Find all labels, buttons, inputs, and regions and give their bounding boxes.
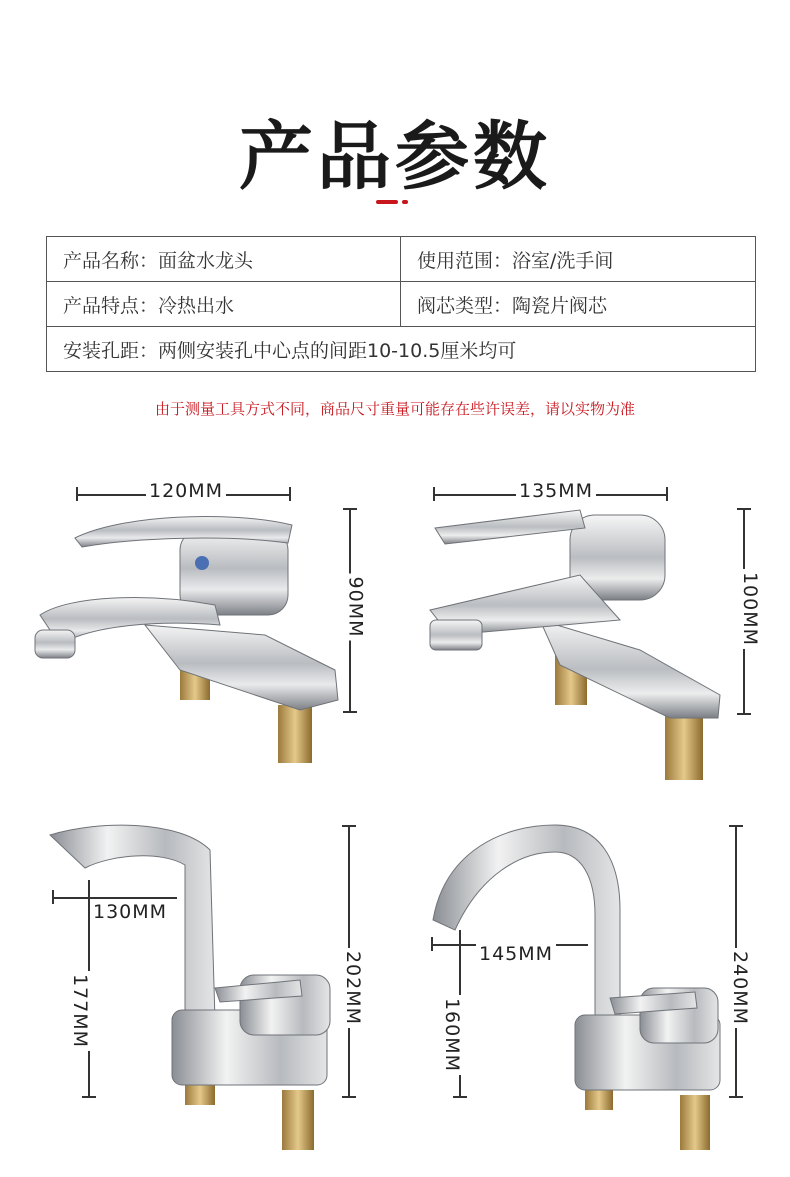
product-3-width-label: 130MM bbox=[90, 901, 170, 923]
faucet-image-3 bbox=[40, 820, 340, 1160]
disclaimer-note: 由于测量工具方式不同，商品尺寸重量可能存在些许误差，请以实物为准 bbox=[154, 400, 635, 418]
faucet-image-1 bbox=[30, 505, 350, 770]
page-title: 产品参数 bbox=[239, 114, 551, 200]
table-row bbox=[47, 327, 756, 372]
product-4-height-label: 240MM bbox=[729, 948, 751, 1028]
product-2-width-label: 135MM bbox=[516, 480, 596, 502]
table-row bbox=[47, 237, 756, 282]
param-usage: 使用范围：浴室/洗手间 bbox=[401, 237, 756, 282]
param-valve: 阀芯类型：陶瓷片阀芯 bbox=[401, 282, 756, 327]
title-accent-line bbox=[376, 200, 416, 204]
product-2-height-label: 100MM bbox=[739, 569, 761, 649]
product-4-width-label: 145MM bbox=[476, 943, 556, 965]
param-name: 产品名称：面盆水龙头 bbox=[47, 237, 401, 282]
param-hole-distance: 安装孔距：两侧安装孔中心点的间距10-10.5厘米均可 bbox=[47, 327, 756, 372]
product-3-spout-height-label: 177MM bbox=[69, 971, 91, 1051]
product-1-height-label: 90MM bbox=[344, 574, 366, 641]
product-4-spout-height-label: 160MM bbox=[441, 995, 463, 1075]
param-feature: 产品特点：冷热出水 bbox=[47, 282, 401, 327]
product-1-width-label: 120MM bbox=[146, 480, 226, 502]
table-row bbox=[47, 282, 756, 327]
faucet-image-4 bbox=[425, 820, 730, 1160]
params-table bbox=[46, 236, 756, 372]
product-3-height-label: 202MM bbox=[342, 948, 364, 1028]
faucet-image-2 bbox=[420, 500, 740, 785]
